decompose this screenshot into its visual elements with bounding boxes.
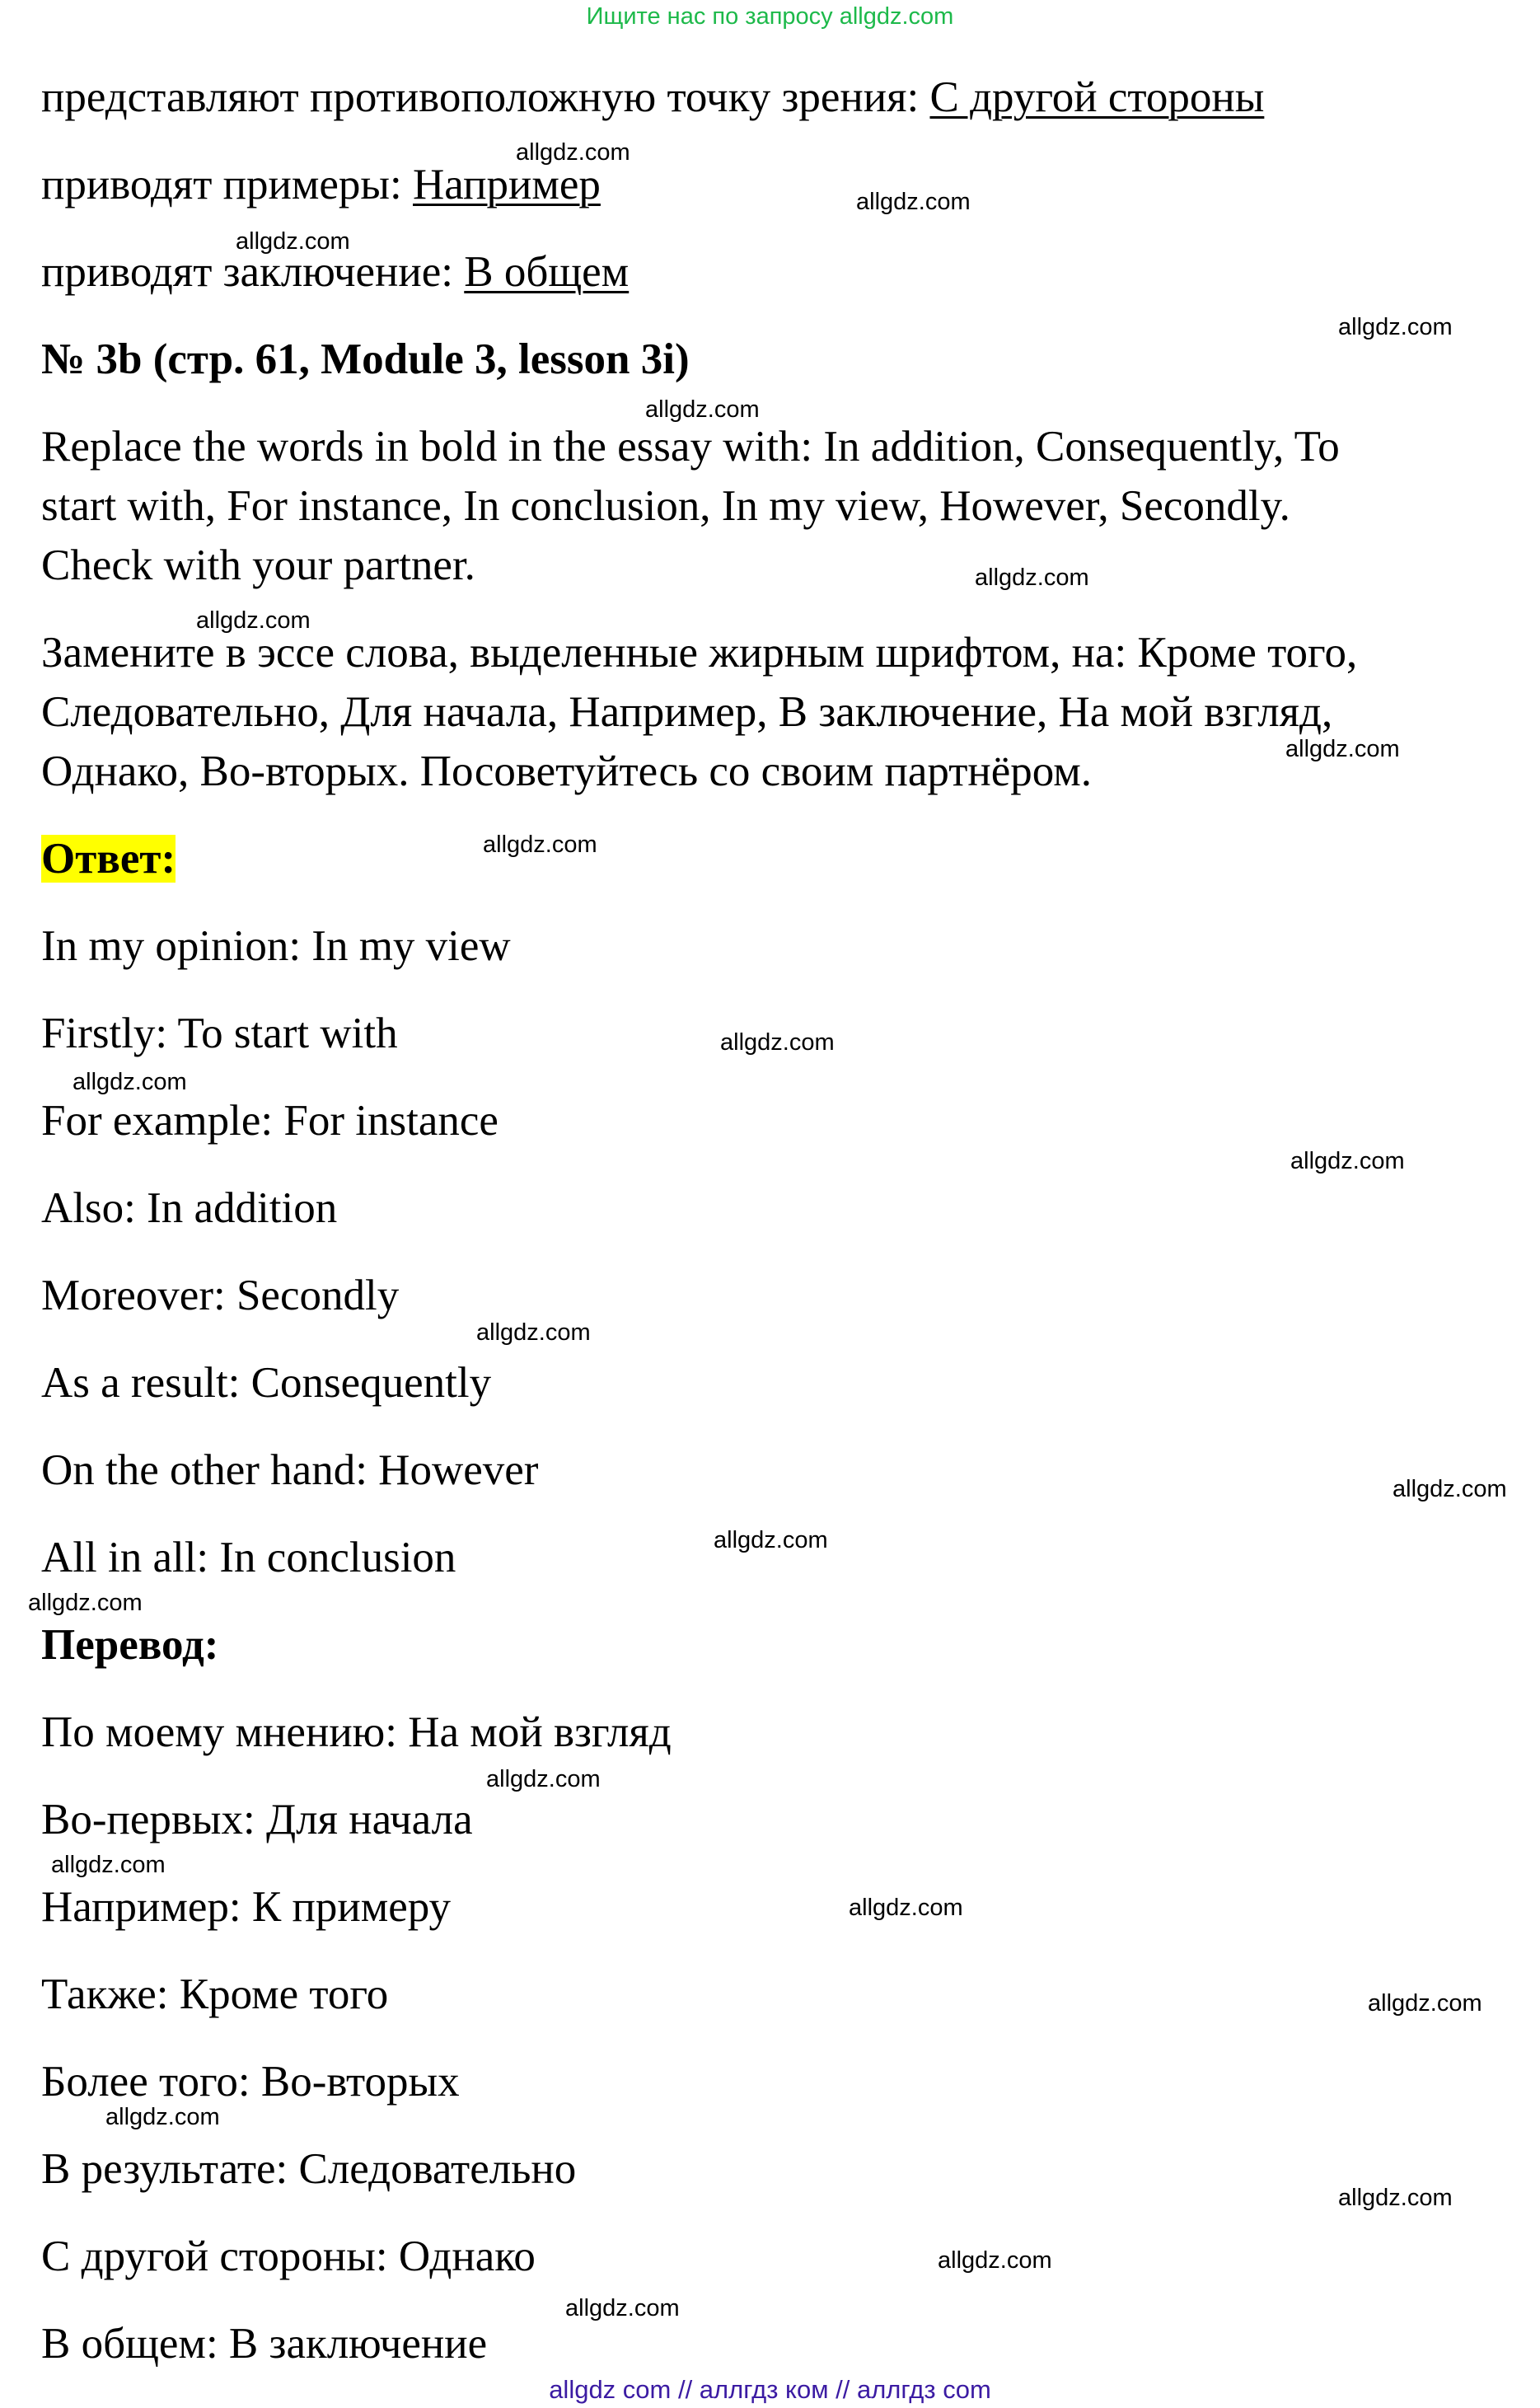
watermark: allgdz.com — [1285, 736, 1400, 762]
answer-item: As a result: Consequently — [41, 1359, 492, 1407]
translation-item: Например: К примеру — [41, 1883, 452, 1931]
translation-item: По моему мнению: На мой взгляд — [41, 1708, 672, 1756]
instruction-ru-line: Однако, Во-вторых. Посоветуйтесь со своим партнёром. — [41, 747, 1093, 795]
answer-item: Also: In addition — [41, 1184, 338, 1232]
watermark: allgdz.com — [714, 1527, 828, 1553]
task-heading: № 3b (стр. 61, Module 3, lesson 3i) — [41, 335, 690, 383]
watermark: allgdz.com — [28, 1590, 143, 1616]
top-banner: Ищите нас по запросу allgdz.com — [586, 3, 954, 30]
watermark: allgdz.com — [51, 1852, 166, 1878]
translation-heading: Перевод: — [41, 1621, 219, 1669]
watermark: allgdz.com — [516, 139, 630, 166]
watermark: allgdz.com — [105, 2104, 220, 2130]
watermark: allgdz.com — [1393, 1476, 1507, 1502]
answer-item: For example: For instance — [41, 1097, 499, 1145]
translation-item: В результате: Следовательно — [41, 2145, 577, 2193]
watermark: allgdz.com — [486, 1766, 601, 1792]
watermark: allgdz.com — [645, 396, 760, 423]
answer-item: All in all: In conclusion — [41, 1534, 456, 1581]
answer-item: On the other hand: However — [41, 1446, 539, 1494]
instruction-ru-line: Следовательно, Для начала, Например, В заключение, На мой взгляд, — [41, 688, 1333, 736]
intro-value: Например — [413, 161, 601, 208]
watermark: allgdz.com — [1338, 314, 1453, 340]
watermark: allgdz.com — [1338, 2185, 1453, 2211]
watermark: allgdz.com — [483, 832, 597, 858]
watermark: allgdz.com — [849, 1895, 963, 1921]
watermark: allgdz.com — [856, 189, 971, 215]
translation-item: Более того: Во-вторых — [41, 2058, 460, 2106]
watermark: allgdz.com — [720, 1029, 835, 1056]
intro-value: В общем — [464, 248, 630, 296]
intro-label: представляют противоположную точку зрения: — [41, 73, 930, 121]
watermark: allgdz.com — [236, 228, 350, 255]
translation-item: В общем: В заключение — [41, 2320, 488, 2368]
translation-item: С другой стороны: Однако — [41, 2232, 536, 2280]
intro-label: приводят примеры: — [41, 161, 413, 208]
translation-item: Во-первых: Для начала — [41, 1796, 473, 1843]
instruction-en-line: Replace the words in bold in the essay with: In addition, Consequently, To — [41, 423, 1340, 471]
watermark: allgdz.com — [1290, 1148, 1405, 1174]
instruction-en-line: Check with your partner. — [41, 541, 475, 589]
translation-item: Также: Кроме того — [41, 1970, 389, 2018]
answer-label: Ответ: — [41, 835, 176, 883]
answer-item: Firstly: To start with — [41, 1010, 398, 1057]
instruction-ru-line: Замените в эссе слова, выделенные жирным шрифтом, на: Кроме того, — [41, 629, 1358, 677]
watermark: allgdz.com — [938, 2247, 1052, 2274]
answer-item: In my opinion: In my view — [41, 922, 511, 970]
watermark: allgdz.com — [1368, 1990, 1482, 2017]
answer-item: Moreover: Secondly — [41, 1272, 400, 1319]
intro-line-opposite — [41, 68, 1264, 127]
watermark: allgdz.com — [73, 1069, 187, 1095]
watermark: allgdz.com — [565, 2295, 680, 2321]
watermark: allgdz.com — [476, 1319, 591, 1346]
instruction-en-line: start with, For instance, In conclusion, In my view, However, Secondly. — [41, 482, 1290, 530]
intro-label: приводят заключение: — [41, 248, 465, 296]
watermark: allgdz.com — [975, 565, 1089, 591]
intro-value: С другой стороны — [929, 73, 1265, 121]
bottom-banner: allgdz com // аллгдз ком // аллгдз com — [549, 2375, 991, 2404]
answer-heading — [41, 829, 176, 888]
watermark: allgdz.com — [196, 607, 311, 634]
